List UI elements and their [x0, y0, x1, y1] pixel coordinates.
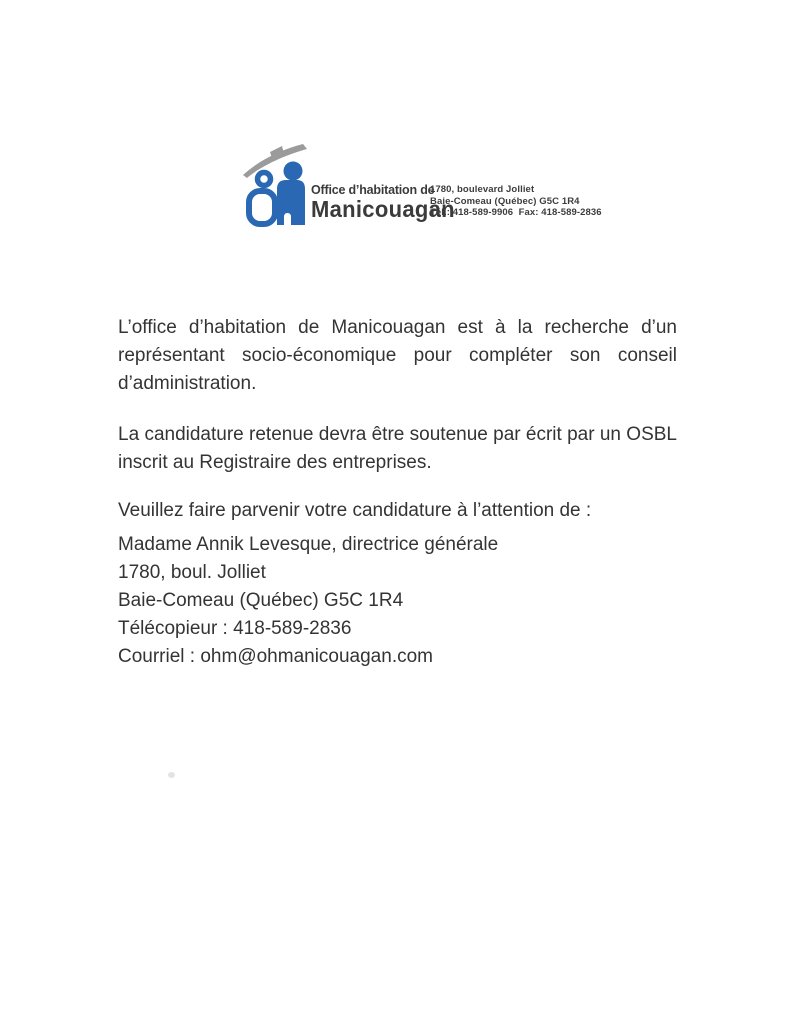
letter-body: [118, 314, 677, 671]
contact-email: Courriel : ohm@ohmanicouagan.com: [118, 646, 433, 667]
contact-street: 1780, boul. Jolliet: [118, 562, 266, 583]
contact-fax: Télécopieur : 418-589-2836: [118, 618, 352, 639]
contact-city: Baie-Comeau (Québec) G5C 1R4: [118, 590, 404, 611]
address-phone-fax: Tél.: 418-589-9906 Fax: 418-589-2836: [430, 207, 602, 218]
paragraph-instruction: Veuillez faire parvenir votre candidature à l’attention de :: [118, 500, 592, 521]
logo-left-figure-head: [258, 173, 271, 186]
contact-person: Madame Annik Levesque, directrice générale: [118, 534, 499, 555]
logo-right-figure-head: [284, 162, 303, 181]
address-street: 1780, boulevard Jolliet: [430, 184, 535, 195]
org-name-line2: Manicouagan: [311, 195, 455, 222]
paragraph-requirement: [118, 421, 677, 477]
organization-logo-icon: [243, 142, 309, 238]
paragraph-intro-line: L’office d’habitation de Manicouagan est à la recherche d’un: [118, 317, 677, 338]
scan-artifact: [168, 772, 175, 778]
logo-left-figure-body: [249, 191, 275, 224]
paragraph-intro-line: d’administration.: [118, 373, 257, 394]
paragraph-intro-line: représentant socio-économique pour compléter son conseil: [118, 345, 677, 366]
paragraph-requirement-line: inscrit au Registraire des entreprises.: [118, 452, 432, 473]
logo-body-notch: [284, 213, 291, 225]
paragraph-intro: [118, 314, 677, 398]
organization-address: [430, 184, 602, 219]
contact-block: [118, 531, 677, 671]
paragraph-requirement-line: La candidature retenue devra être soutenue par écrit par un OSBL: [118, 424, 677, 445]
address-city: Baie-Comeau (Québec) G5C 1R4: [430, 195, 580, 207]
org-name-line1: Office d’habitation de: [311, 183, 435, 197]
